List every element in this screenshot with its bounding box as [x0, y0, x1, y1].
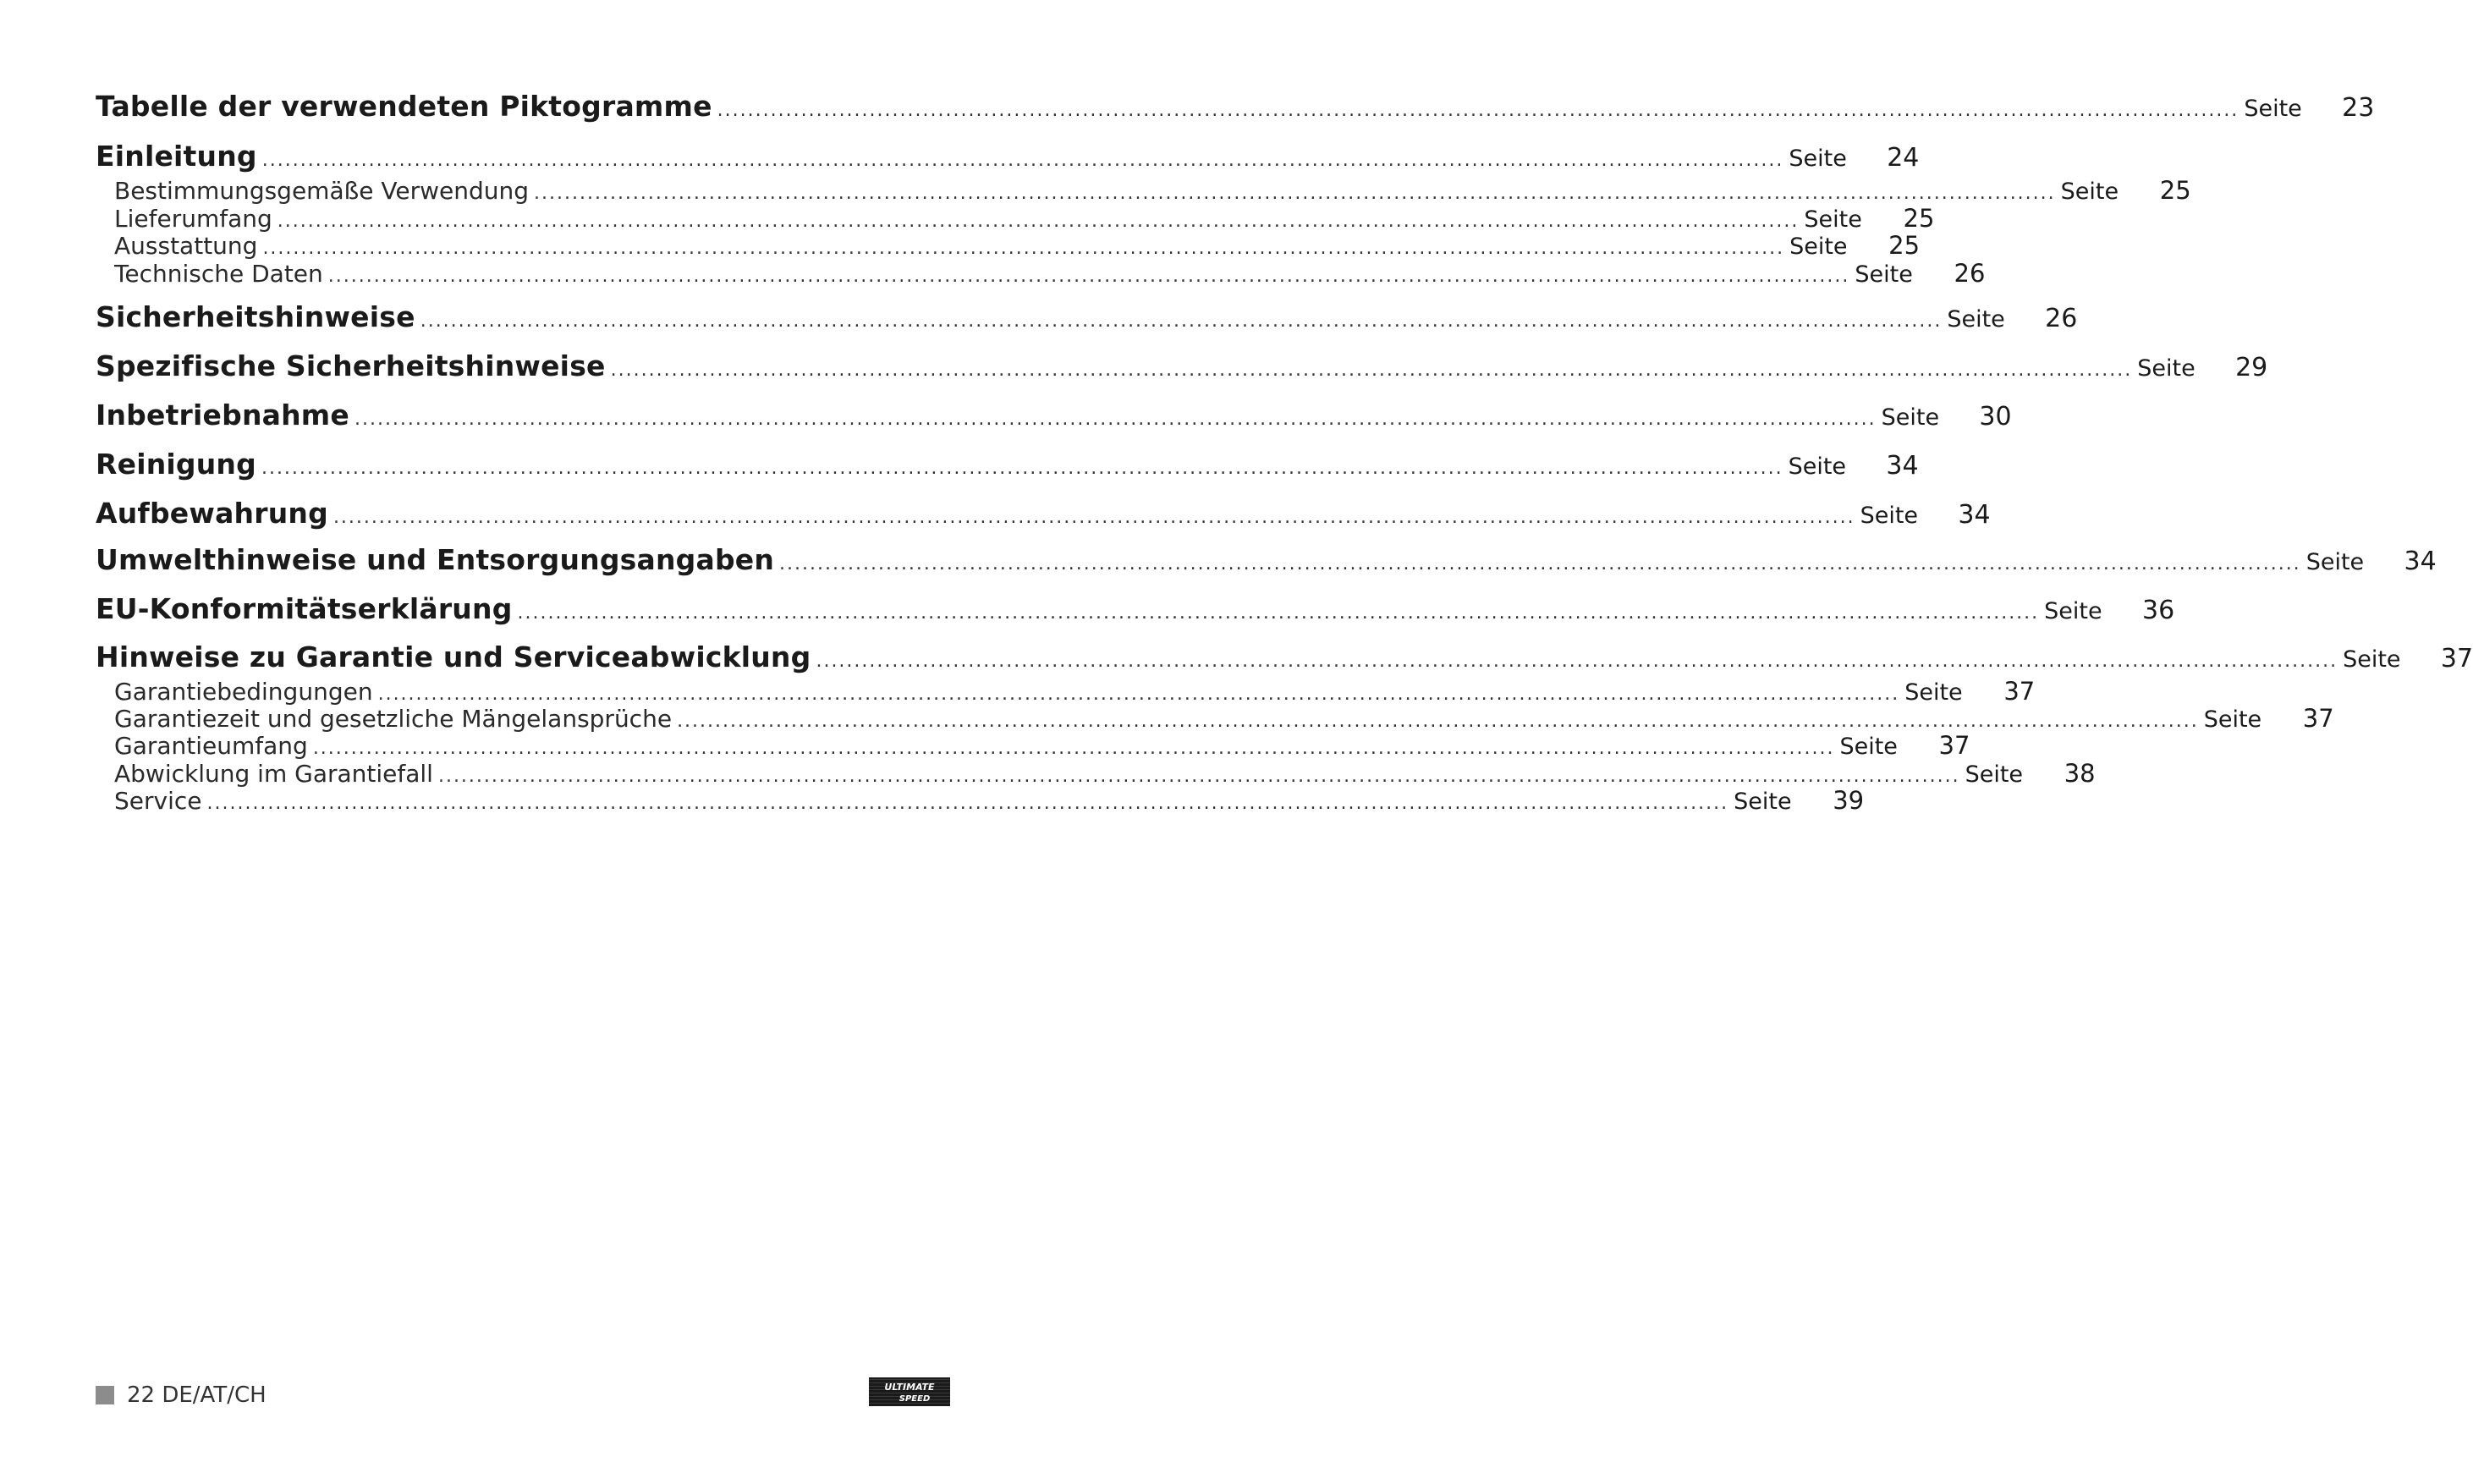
- toc-page-number: 30: [1979, 402, 2012, 431]
- toc-dot-leader: ........................................................................................................................................................................................................: [779, 553, 2301, 574]
- toc-page-number: 34: [1958, 500, 1991, 530]
- toc-dot-leader: ........................................................................................................................................................................................................: [517, 602, 2040, 624]
- toc-seite-label: Seite: [1804, 206, 1862, 233]
- toc-entry: [96, 300, 2078, 338]
- toc-seite-label: Seite: [1789, 234, 1848, 260]
- toc-entry-title: Garantieumfang: [114, 732, 308, 760]
- toc-entry-title: Lieferumfang: [114, 205, 272, 233]
- toc-entry: [96, 592, 2175, 629]
- toc-entry-title: Technische Daten: [114, 260, 323, 288]
- toc-page-number: 24: [1887, 143, 1920, 173]
- toc-subentry: [96, 176, 2191, 206]
- toc-page-number: 37: [2440, 644, 2473, 673]
- toc-entry-title: Umwelthinweise und Entsorgungsangaben: [96, 543, 775, 576]
- toc-dot-leader: ........................................................................................................................................................................................................: [312, 738, 1835, 759]
- footer-page-label: 22 DE/AT/CH: [127, 1382, 267, 1408]
- toc-entry-title: Aufbewahrung: [96, 497, 328, 530]
- toc-page-number: 34: [1886, 451, 1919, 481]
- footer-marker-square: [96, 1386, 114, 1404]
- toc-entry-title: Einleitung: [96, 140, 257, 173]
- toc-subentry: [96, 259, 1986, 289]
- toc-page-number: 39: [1833, 786, 1865, 815]
- toc-seite-label: Seite: [2343, 646, 2401, 673]
- toc-dot-leader: ........................................................................................................................................................................................................: [437, 766, 1960, 787]
- toc-page-number: 37: [1938, 731, 1970, 760]
- toc-seite-label: Seite: [1881, 404, 1940, 431]
- toc-dot-leader: ........................................................................................................................................................................................................: [261, 458, 1783, 479]
- toc-entry: [96, 448, 1919, 485]
- toc-page-number: 36: [2141, 596, 2175, 625]
- toc-entry-title: Sicherheitshinweise: [96, 300, 415, 333]
- toc-entry-title: Garantiebedingungen: [114, 678, 373, 706]
- toc-entry: [96, 497, 1991, 534]
- toc-page-number: 25: [1888, 231, 1921, 260]
- toc-subentry: [96, 677, 2036, 707]
- toc-entry: [96, 398, 2012, 436]
- toc-entry: [96, 543, 2437, 580]
- toc-page-number: 37: [2302, 704, 2334, 733]
- toc-page-number: 23: [2342, 93, 2375, 123]
- toc-subentry: [96, 204, 1935, 234]
- toc-dot-leader: ........................................................................................................................................................................................................: [677, 711, 2199, 732]
- toc-entry-title: EU-Konformitätserklärung: [96, 592, 513, 625]
- toc-dot-leader: ........................................................................................................................................................................................................: [327, 266, 1850, 287]
- toc-page-number: 29: [2235, 353, 2268, 382]
- toc-page-number: 38: [2064, 759, 2096, 788]
- toc-seite-label: Seite: [1904, 679, 1963, 706]
- toc-entry: [96, 640, 2473, 678]
- toc-dot-leader: ........................................................................................................................................................................................................: [262, 238, 1785, 259]
- svg-text:SPEED: SPEED: [899, 1394, 931, 1404]
- toc-dot-leader: ........................................................................................................................................................................................................: [206, 793, 1729, 814]
- toc-seite-label: Seite: [1947, 306, 2005, 333]
- toc-subentry: [96, 786, 1865, 816]
- toc-seite-label: Seite: [1965, 761, 2024, 788]
- toc-dot-leader: ........................................................................................................................................................................................................: [717, 100, 2239, 121]
- toc-entry: [96, 349, 2268, 387]
- toc-page-number: 26: [1954, 259, 1986, 288]
- toc-entry-title: Spezifische Sicherheitshinweise: [96, 349, 606, 382]
- toc-dot-leader: ........................................................................................................................................................................................................: [354, 409, 1877, 430]
- toc-page-number: 26: [2045, 304, 2078, 333]
- toc-seite-label: Seite: [1789, 146, 1847, 172]
- toc-dot-leader: ........................................................................................................................................................................................................: [534, 183, 2056, 204]
- toc-seite-label: Seite: [1839, 734, 1898, 760]
- toc-subentry: [96, 731, 1970, 761]
- toc-entry-title: Garantiezeit und gesetzliche Mängelansprüche: [114, 705, 673, 733]
- toc-seite-label: Seite: [2203, 706, 2262, 733]
- toc-dot-leader: ........................................................................................................................................................................................................: [377, 684, 1900, 705]
- toc-dot-leader: ........................................................................................................................................................................................................: [277, 211, 1800, 232]
- toc-subentry: [96, 759, 2096, 789]
- toc-dot-leader: ........................................................................................................................................................................................................: [261, 150, 1784, 171]
- toc-entry-title: Tabelle der verwendeten Piktogramme: [96, 90, 712, 123]
- toc-seite-label: Seite: [1788, 453, 1847, 480]
- toc-dot-leader: ........................................................................................................................................................................................................: [420, 311, 1943, 332]
- toc-seite-label: Seite: [2044, 598, 2102, 624]
- toc-seite-label: Seite: [1855, 261, 1913, 288]
- toc-page-number: 25: [2159, 176, 2191, 205]
- toc-entry-title: Bestimmungsgemäße Verwendung: [114, 177, 530, 205]
- toc-entry: [96, 140, 1920, 177]
- toc-seite-label: Seite: [1860, 503, 1919, 529]
- toc-seite-label: Seite: [2305, 549, 2365, 575]
- toc-dot-leader: ........................................................................................................................................................................................................: [332, 507, 1855, 528]
- toc-subentry: [96, 704, 2334, 734]
- toc-dot-leader: ........................................................................................................................................................................................................: [816, 651, 2338, 672]
- toc-entry: [96, 90, 2375, 127]
- toc-entry-title: Inbetriebnahme: [96, 398, 349, 431]
- toc-dot-leader: ........................................................................................................................................................................................................: [610, 360, 2133, 381]
- toc-seite-label: Seite: [2244, 96, 2302, 122]
- toc-page-number: 34: [2404, 547, 2437, 576]
- toc-seite-label: Seite: [2060, 179, 2119, 205]
- brand-logo: [869, 1377, 950, 1406]
- toc-entry-title: Abwicklung im Garantiefall: [114, 760, 433, 788]
- svg-text:ULTIMATE: ULTIMATE: [884, 1382, 935, 1393]
- toc-entry-title: Ausstattung: [114, 232, 258, 260]
- toc-entry-title: Reinigung: [96, 448, 256, 481]
- toc-seite-label: Seite: [1734, 789, 1792, 815]
- toc-entry-title: Hinweise zu Garantie und Serviceabwicklung: [96, 640, 811, 673]
- toc-seite-label: Seite: [2137, 355, 2195, 382]
- toc-entry-title: Service: [114, 787, 202, 815]
- toc-subentry: [96, 231, 1921, 261]
- toc-page-number: 37: [2003, 677, 2036, 706]
- toc-page-number: 25: [1903, 204, 1935, 233]
